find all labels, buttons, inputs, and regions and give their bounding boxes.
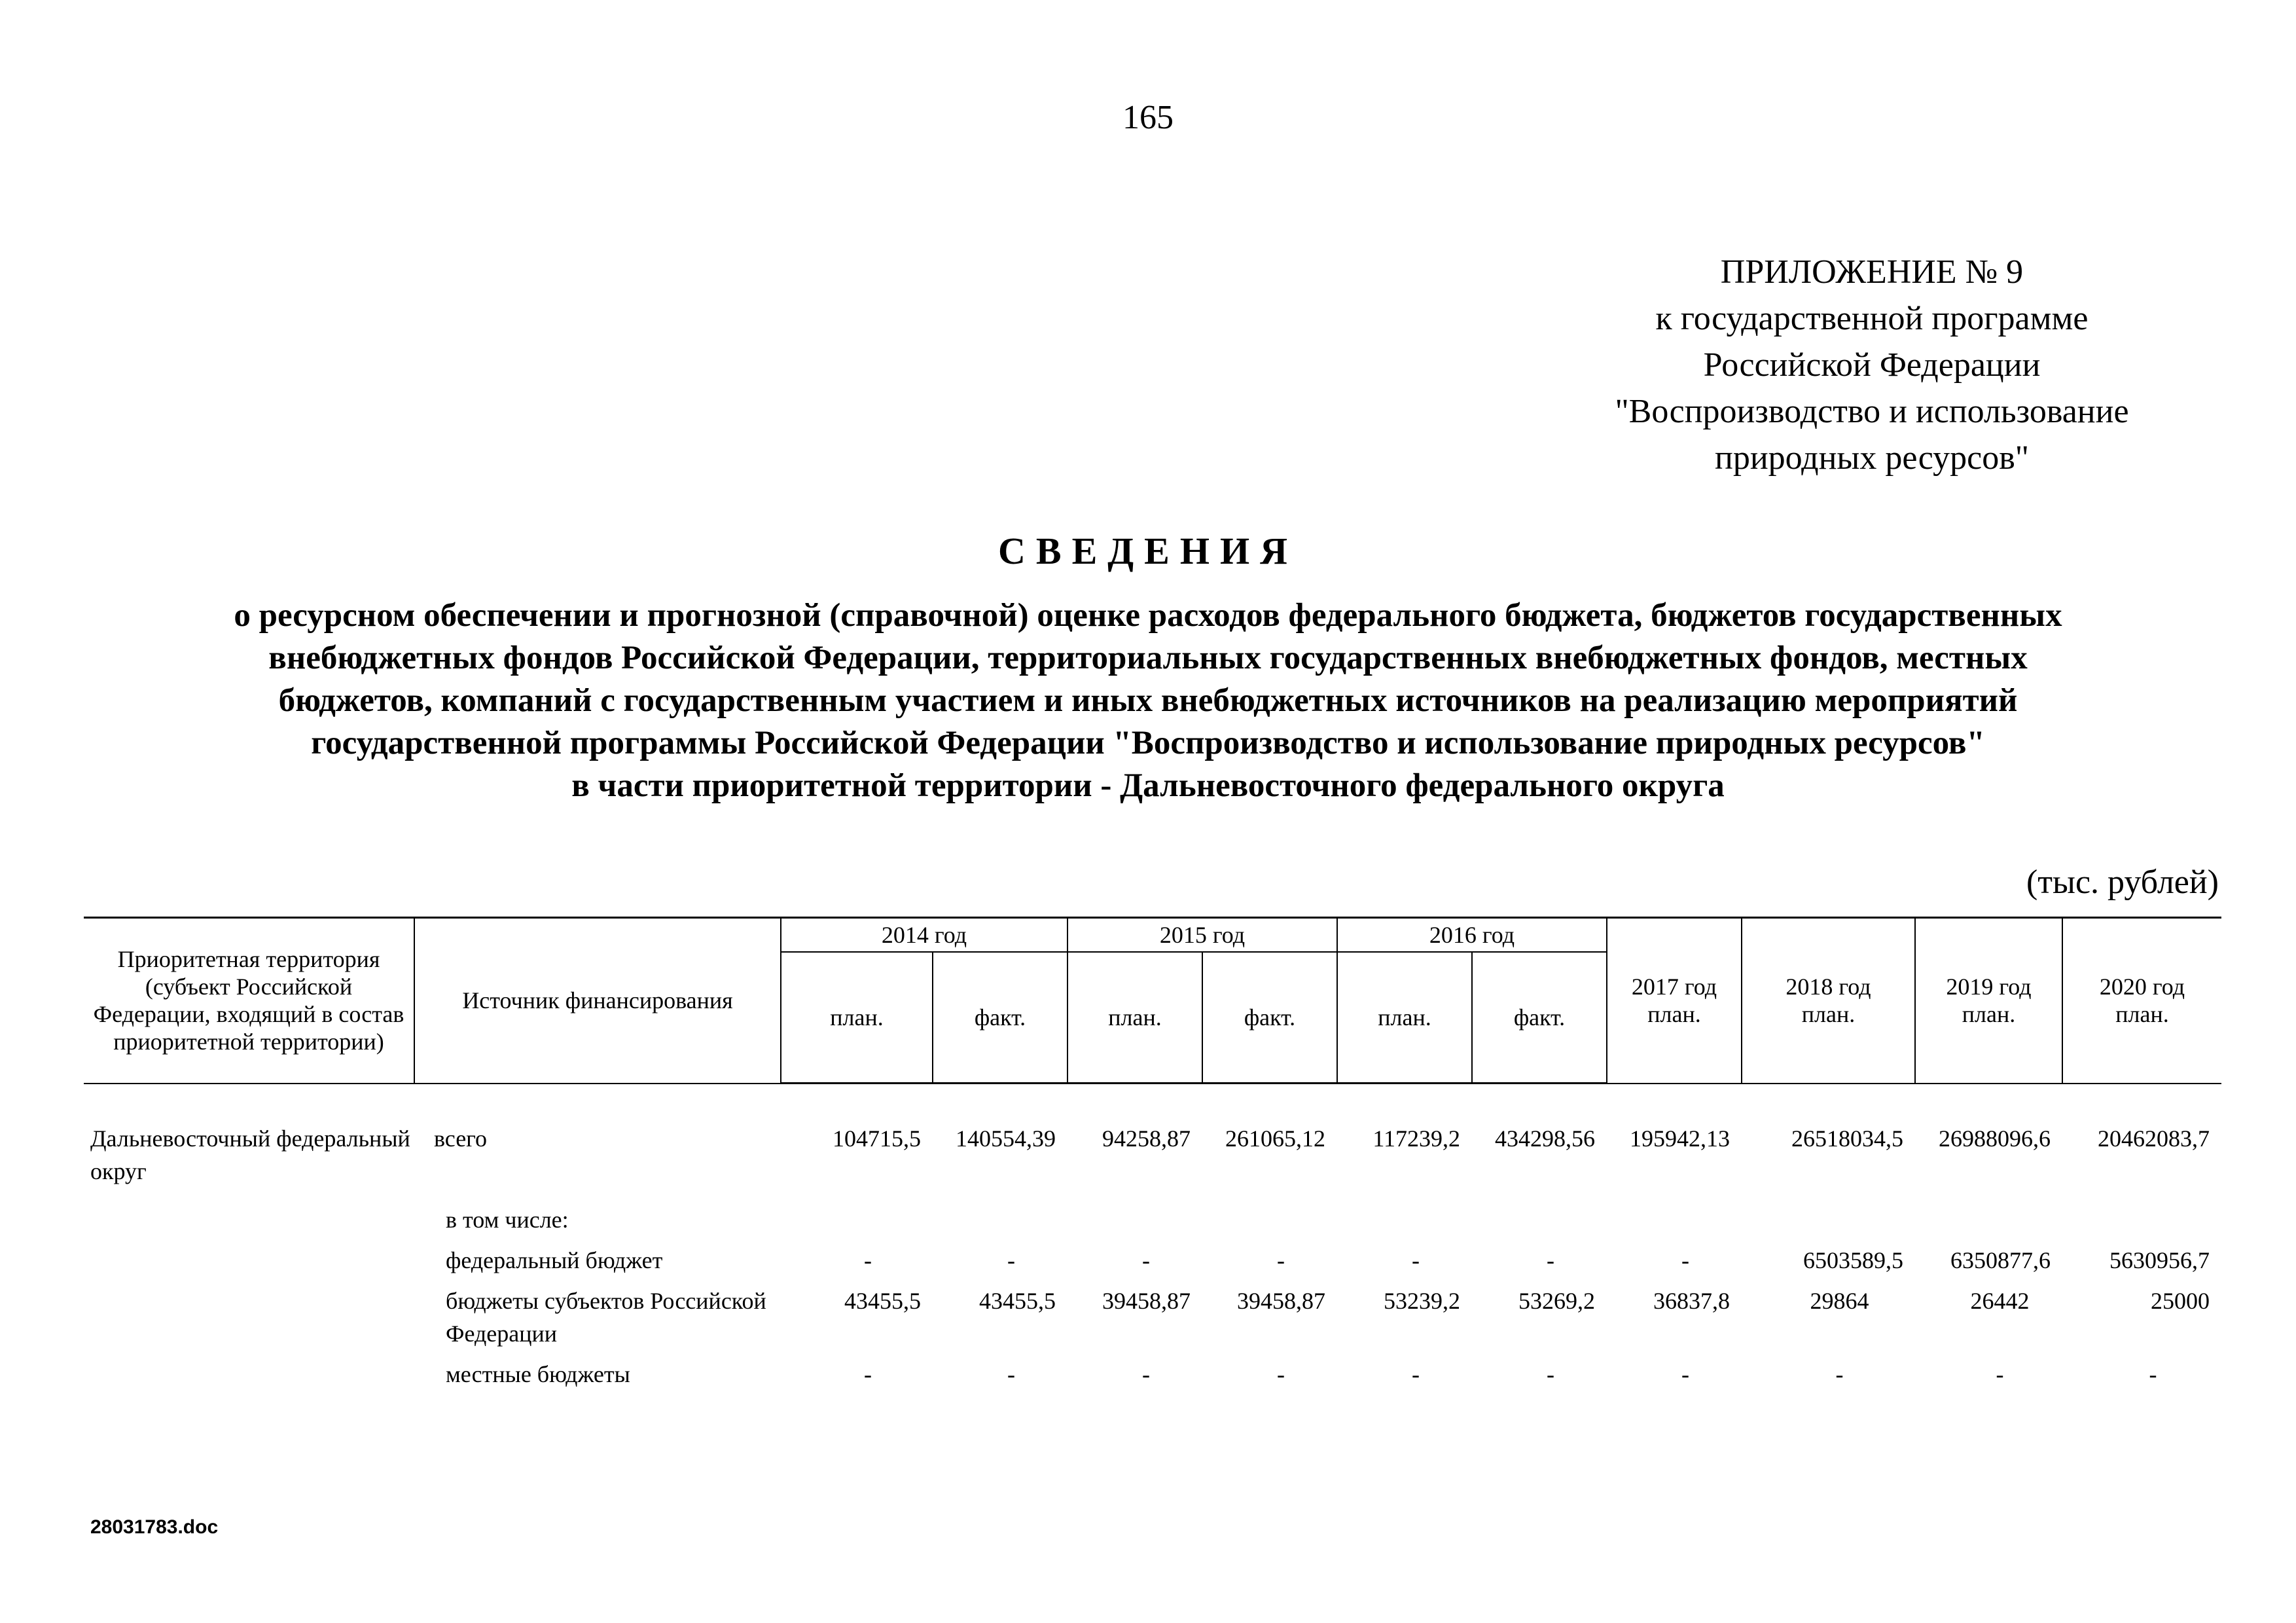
subtitle-line: в части приоритетной территории - Дальневосточного федерального округа: [571, 767, 1725, 804]
appendix-line: ПРИЛОЖЕНИЕ № 9: [1720, 253, 2024, 291]
document-subtitle: [92, 594, 2204, 807]
appendix-line: к государственной программе: [1655, 300, 2089, 337]
source-cell: федеральный бюджет: [446, 1247, 663, 1273]
source-cell: в том числе:: [446, 1207, 569, 1233]
value-cell: 39458,87: [1102, 1288, 1191, 1314]
subtitle-line: внебюджетных фондов Российской Федерации, территориальных государственных внебюджетных фондов, местных: [268, 640, 2028, 676]
value-cell: 195942,13: [1630, 1125, 1730, 1152]
value-cell: 39458,87: [1237, 1288, 1325, 1314]
value-cell: 6350877,6: [1950, 1247, 2051, 1273]
value-cell: 43455,5: [844, 1288, 921, 1314]
value-cell: 94258,87: [1102, 1125, 1191, 1152]
value-cell: 26518034,5: [1791, 1125, 1903, 1152]
value-cell: 140554,39: [956, 1125, 1056, 1152]
header-year-2018: 2018 год план.: [1742, 918, 1915, 1084]
table-row-including: [84, 1199, 2221, 1240]
header-2016-fact: факт.: [1472, 952, 1607, 1084]
value-cell: 5630956,7: [2109, 1247, 2210, 1273]
header-territory: Приоритетная территория (субъект Российской Федерации, входящий в состав приоритетной территории): [84, 918, 414, 1084]
units-label: (тыс. рублей): [2026, 864, 2219, 901]
appendix-line: природных ресурсов": [1714, 439, 2029, 477]
value-cell: -: [1142, 1361, 1150, 1387]
table-row-total: [84, 1118, 2221, 1159]
header-2015-fact: факт.: [1202, 952, 1337, 1084]
value-cell: 261065,12: [1225, 1125, 1325, 1152]
table-row-regional: [84, 1281, 2221, 1354]
value-cell: -: [864, 1247, 872, 1273]
document-filename: 28031783.doc: [90, 1516, 219, 1538]
value-cell: 26988096,6: [1939, 1125, 2051, 1152]
value-cell: 6503589,5: [1803, 1247, 1903, 1273]
value-cell: -: [864, 1361, 872, 1387]
value-cell: -: [1996, 1361, 2004, 1387]
value-cell: -: [1007, 1361, 1015, 1387]
value-cell: -: [1681, 1247, 1689, 1273]
value-cell: -: [1547, 1361, 1554, 1387]
resource-table-wrapper: [84, 917, 2221, 1395]
header-source: Источник финансирования: [414, 918, 781, 1084]
value-cell: 36837,8: [1653, 1288, 1730, 1314]
value-cell: 43455,5: [979, 1288, 1056, 1314]
value-cell: 20462083,7: [2098, 1125, 2210, 1152]
header-year-2016: 2016 год: [1337, 918, 1607, 953]
value-cell: -: [1277, 1247, 1285, 1273]
source-cell: местные бюджеты: [446, 1361, 630, 1387]
header-year-2017: 2017 год план.: [1607, 918, 1742, 1084]
value-cell: -: [1277, 1361, 1285, 1387]
header-2016-plan: план.: [1337, 952, 1472, 1084]
value-cell: -: [1835, 1361, 1844, 1387]
source-cell: всего: [434, 1125, 488, 1152]
value-cell: 117239,2: [1372, 1125, 1460, 1152]
value-cell: -: [1412, 1361, 1420, 1387]
value-cell: 53239,2: [1384, 1288, 1460, 1314]
header-2014-plan: план.: [781, 952, 933, 1084]
value-cell: -: [1142, 1247, 1150, 1273]
source-cell: бюджеты субъектов Российской Федерации: [446, 1288, 766, 1347]
header-year-2014: 2014 год: [781, 918, 1067, 953]
page-number: 165: [1122, 99, 1174, 136]
value-cell: -: [1412, 1247, 1420, 1273]
value-cell: 25000: [2151, 1288, 2210, 1314]
value-cell: -: [1547, 1247, 1554, 1273]
header-2014-fact: факт.: [933, 952, 1067, 1084]
header-2015-plan: план.: [1067, 952, 1202, 1084]
subtitle-line: государственной программы Российской Федерации "Воспроизводство и использование природных ресурсов": [311, 725, 1985, 761]
subtitle-line: бюджетов, компаний с государственным участием и иных внебюджетных источников на реализацию мероприятий: [278, 682, 2018, 719]
value-cell: -: [1007, 1247, 1015, 1273]
subtitle-line: о ресурсном обеспечении и прогнозной (справочной) оценке расходов федерального бюджета, бюджетов государственных: [234, 597, 2062, 634]
header-year-2019: 2019 год план.: [1915, 918, 2062, 1084]
value-cell: -: [1681, 1361, 1689, 1387]
appendix-line: "Воспроизводство и использование: [1615, 393, 2129, 430]
value-cell: -: [2149, 1361, 2157, 1387]
value-cell: 104715,5: [833, 1125, 921, 1152]
appendix-line: Российской Федерации: [1703, 346, 2041, 384]
value-cell: 29864: [1810, 1288, 1869, 1314]
document-title: СВЕДЕНИЯ: [998, 530, 1298, 572]
value-cell: 53269,2: [1518, 1288, 1595, 1314]
value-cell: 434298,56: [1495, 1125, 1595, 1152]
territory-cell: Дальневосточный федеральный округ: [90, 1125, 410, 1184]
resource-table: [84, 917, 2221, 1395]
table-row-local: [84, 1354, 2221, 1395]
value-cell: 26442: [1970, 1288, 2030, 1314]
header-year-2015: 2015 год: [1067, 918, 1337, 953]
appendix-block: [1545, 249, 2199, 481]
table-row-federal: [84, 1240, 2221, 1281]
header-year-2020: 2020 год план.: [2062, 918, 2221, 1084]
